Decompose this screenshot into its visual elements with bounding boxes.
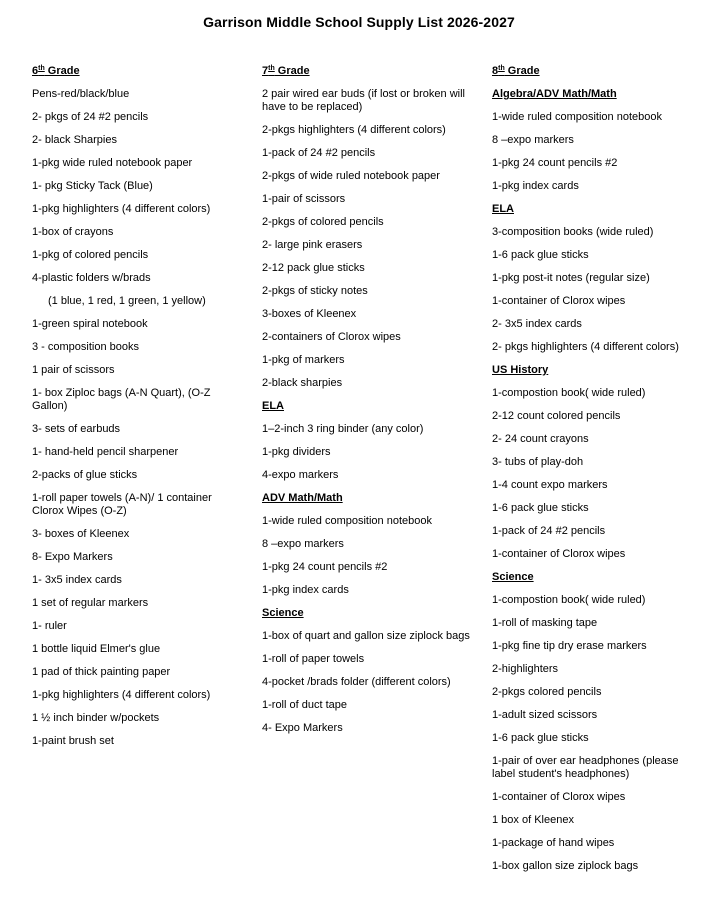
list-item: 1-adult sized scissors	[492, 709, 598, 721]
list-item: 1-green spiral notebook	[32, 318, 148, 330]
list-item: 1-4 count expo markers	[492, 479, 608, 491]
list-item: 1-pkg index cards	[492, 180, 579, 192]
list-item: 2- large pink erasers	[262, 239, 363, 251]
list-item: 2- pkgs highlighters (4 different colors)	[492, 341, 679, 353]
list-item: 8- Expo Markers	[32, 551, 113, 563]
page-title: Garrison Middle School Supply List 2026-2027	[203, 14, 515, 30]
list-item: 4-expo markers	[262, 469, 339, 481]
list-item: 1-pkg fine tip dry erase markers	[492, 640, 647, 652]
list-item: 1-compostion book( wide ruled)	[492, 594, 646, 606]
list-item: 1 set of regular markers	[32, 597, 149, 609]
list-item: 2-12 pack glue sticks	[262, 262, 365, 274]
list-item: 1-pkg of colored pencils	[32, 249, 149, 261]
list-item: 1- pkg Sticky Tack (Blue)	[32, 180, 153, 192]
list-item: 2-black sharpies	[262, 377, 343, 389]
grade-7-column	[262, 60, 472, 745]
list-item: 1 pad of thick painting paper	[32, 666, 171, 678]
list-item: 4- Expo Markers	[262, 722, 343, 734]
list-item: 1- 3x5 index cards	[32, 574, 122, 586]
list-item: 1-pkg 24 count pencils #2	[262, 561, 388, 573]
list-item: 1-container of Clorox wipes	[492, 791, 626, 803]
list-item: 2-pkgs colored pencils	[492, 686, 602, 698]
list-item: 1-roll paper towels (A-N)/ 1 container Clorox Wipes (O-Z)	[32, 492, 212, 517]
list-item: 2-12 count colored pencils	[492, 410, 621, 422]
list-item: 1-package of hand wipes	[492, 837, 615, 849]
list-item: 1-box gallon size ziplock bags	[492, 860, 639, 872]
list-item: 1- hand-held pencil sharpener	[32, 446, 179, 458]
list-item: 1-roll of duct tape	[262, 699, 347, 711]
list-item: 2- 3x5 index cards	[492, 318, 582, 330]
list-item: 1-container of Clorox wipes	[492, 548, 626, 560]
list-item: 1-box of quart and gallon size ziplock bags	[262, 630, 470, 642]
grade-8-heading-suffix: th	[498, 65, 505, 72]
list-item: 1-pkg 24 count pencils #2	[492, 157, 618, 169]
list-item: 1-pkg dividers	[262, 446, 331, 458]
list-item: 1 ½ inch binder w/pockets	[32, 712, 160, 724]
grade-7-science-heading: Science	[262, 607, 304, 619]
list-item: 3 - composition books	[32, 341, 139, 353]
list-item: 3- boxes of Kleenex	[32, 528, 130, 540]
list-item: 1-pkg highlighters (4 different colors)	[32, 203, 211, 215]
list-item-note: (1 blue, 1 red, 1 green, 1 yellow)	[48, 295, 206, 307]
list-item: 2-packs of glue sticks	[32, 469, 138, 481]
list-item: 1-pkg highlighters (4 different colors)	[32, 689, 211, 701]
list-item: 2- 24 count crayons	[492, 433, 589, 445]
list-item: 1-pack of 24 #2 pencils	[262, 147, 376, 159]
list-item: 1-pair of over ear headphones (please label student's headphones)	[492, 755, 679, 780]
list-item: 1-roll of paper towels	[262, 653, 365, 665]
list-item: 3- sets of earbuds	[32, 423, 121, 435]
list-item: 2-pkgs highlighters (4 different colors)	[262, 124, 446, 136]
list-item: 1-pkg index cards	[262, 584, 349, 596]
list-item: 1 pair of scissors	[32, 364, 115, 376]
grade-6-heading-word: Grade	[44, 65, 80, 77]
list-item: 2 pair wired ear buds (if lost or broken will have to be replaced)	[262, 88, 465, 113]
list-item: 1- box Ziploc bags (A-N Quart), (O-Z Gallon)	[32, 387, 211, 412]
list-item: 1- ruler	[32, 620, 67, 632]
grade-6-heading-number: 6	[32, 65, 39, 77]
list-item: 2-containers of Clorox wipes	[262, 331, 401, 343]
list-item: 2-pkgs of colored pencils	[262, 216, 384, 228]
list-item: 1-wide ruled composition notebook	[262, 515, 432, 527]
grade-7-heading-number: 7	[262, 65, 269, 77]
list-item: 1-container of Clorox wipes	[492, 295, 626, 307]
grade-6-column	[32, 60, 242, 758]
list-item: 1–2-inch 3 ring binder (any color)	[262, 423, 424, 435]
list-item: 1 bottle liquid Elmer's glue	[32, 643, 161, 655]
list-item: 3- tubs of play-doh	[492, 456, 584, 468]
grade-8-science-heading: Science	[492, 571, 534, 583]
grade-8-column	[492, 60, 692, 883]
list-item: 2-pkgs of sticky notes	[262, 285, 368, 297]
grade-8-us-history-heading: US History	[492, 364, 549, 376]
list-item: 1-6 pack glue sticks	[492, 249, 589, 261]
grade-7-heading-suffix: th	[268, 65, 275, 72]
list-item: 3-composition books (wide ruled)	[492, 226, 654, 238]
list-item: 1 box of Kleenex	[492, 814, 574, 826]
grade-7-heading	[262, 65, 472, 78]
list-item: 4-pocket /brads folder (different colors)	[262, 676, 451, 688]
list-item: 2-highlighters	[492, 663, 559, 675]
list-item: 1-pkg post-it notes (regular size)	[492, 272, 650, 284]
list-item: 3-boxes of Kleenex	[262, 308, 357, 320]
list-item: 2- pkgs of 24 #2 pencils	[32, 111, 149, 123]
grade-8-ela-heading: ELA	[492, 203, 514, 215]
grade-7-ela-heading: ELA	[262, 400, 284, 412]
list-item: 1-6 pack glue sticks	[492, 502, 589, 514]
list-item: 1-pair of scissors	[262, 193, 346, 205]
list-item: 1-roll of masking tape	[492, 617, 598, 629]
list-item: 2-pkgs of wide ruled notebook paper	[262, 170, 440, 182]
list-item: 1-6 pack glue sticks	[492, 732, 589, 744]
list-item: 8 –expo markers	[492, 134, 574, 146]
grade-8-heading-number: 8	[492, 65, 499, 77]
list-item: 2- black Sharpies	[32, 134, 117, 146]
grade-6-heading	[32, 65, 242, 78]
list-item: 1-pkg wide ruled notebook paper	[32, 157, 193, 169]
list-item: 1-pack of 24 #2 pencils	[492, 525, 606, 537]
list-item: 1-wide ruled composition notebook	[492, 111, 662, 123]
list-item: 1-pkg of markers	[262, 354, 345, 366]
list-item: Pens-red/black/blue	[32, 88, 130, 100]
grade-8-heading-word: Grade	[504, 65, 540, 77]
list-item: 1-paint brush set	[32, 735, 114, 747]
grade-6-heading-suffix: th	[38, 65, 45, 72]
grade-8-heading	[492, 65, 692, 78]
grade-7-math-heading: ADV Math/Math	[262, 492, 343, 504]
grade-7-heading-word: Grade	[274, 65, 310, 77]
list-item: 1-compostion book( wide ruled)	[492, 387, 646, 399]
list-item: 4-plastic folders w/brads	[32, 272, 151, 284]
list-item: 8 –expo markers	[262, 538, 344, 550]
list-item: 1-box of crayons	[32, 226, 114, 238]
grade-8-algebra-heading: Algebra/ADV Math/Math	[492, 88, 617, 100]
